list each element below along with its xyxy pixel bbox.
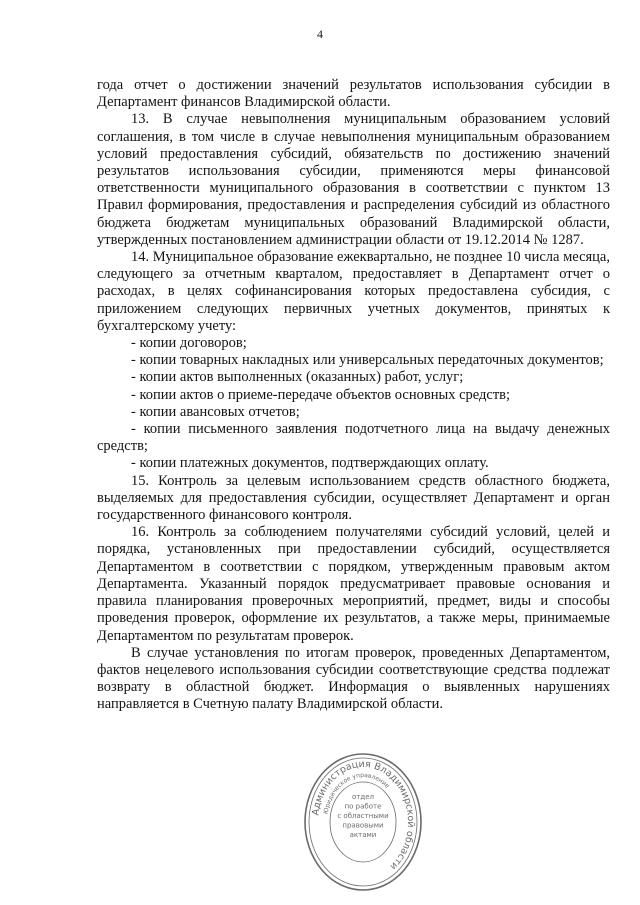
list-item: - копии платежных документов, подтверждающих оплату.	[131, 455, 489, 472]
stamp-center-line: с областными	[337, 812, 389, 820]
document-body	[97, 77, 610, 714]
paragraph-13: 13. В случае невыполнения муниципальным образованием условий соглашения, в том числе в случае невыполнения муниципальным образованием условий предоставления субсидий, обязательств по достижению значений результатов использования субсидии, применяются меры финансовой ответственности муниципального образования в соответствии с пунктом 13 Правил формирования, предоставления и распределения субсидий из областного бюджета бюджетам муниципальных образований Владимирской области, утвержденных постановлением администрации области от 19.12.2014 № 1287.	[97, 111, 610, 248]
stamp-outer-text: Администрация Владимирской области	[310, 758, 417, 872]
paragraph-14: 14. Муниципальное образование ежеквартально, не позднее 10 числа месяца, следующего за отчетным кварталом, предоставляет в Департамент отчет о расходах, в целях софинансирования которых предоставлена субсидия, с приложением следующих первичных учетных документов, принятых к бухгалтерскому учету:	[97, 249, 610, 334]
list-item: - копии договоров;	[131, 335, 247, 352]
list-item: - копии актов о приеме-передаче объектов основных средств;	[131, 386, 511, 403]
paragraph-15: 15. Контроль за целевым использованием средств областного бюджета, выделяемых для предоставления субсидии, осуществляет Департамент и орган государственного финансового контроля.	[97, 472, 610, 524]
stamp-center-line: по работе	[344, 802, 382, 811]
page-number: 4	[317, 27, 323, 41]
paragraph-16: 16. Контроль за соблюдением получателями субсидий условий, целей и порядка, установленных при предоставлении субсидий, осуществляется Департаментом в соответствии с порядком, утвержденным правовым актом Департамента. Указанный порядок предусматривает правовые основания и правила планирования проверочных мероприятий, предмет, виды и способы проведения проверок, оформление их результатов, а также меры, принимаемые Департаментом по результатам проверок.	[97, 524, 610, 644]
stamp-center-line: актами	[349, 831, 377, 839]
list-item: - копии товарных накладных или универсальных передаточных документов;	[131, 352, 604, 369]
paragraph-final: В случае установления по итогам проверок, проведенных Департаментом, фактов нецелевого использования субсидии соответствующие средства подлежат возврату в областной бюджет. Информация о выявленных нарушениях направляется в Счетную палату Владимирской области.	[97, 644, 610, 713]
list-item: - копии письменного заявления подотчетного лица на выдачу денежных средств;	[97, 421, 610, 455]
paragraph-continuation: года отчет о достижении значений результатов использования субсидии в Департамент финансов Владимирской области.	[97, 77, 610, 111]
official-stamp	[303, 752, 423, 892]
stamp-center-line: правовыми	[342, 821, 384, 830]
list-item: - копии актов выполненных (оказанных) работ, услуг;	[131, 369, 464, 386]
list-item: - копии авансовых отчетов;	[131, 403, 300, 420]
stamp-inner-text: Юридическое управление	[322, 771, 391, 815]
stamp-center-line: отдел	[352, 793, 374, 801]
